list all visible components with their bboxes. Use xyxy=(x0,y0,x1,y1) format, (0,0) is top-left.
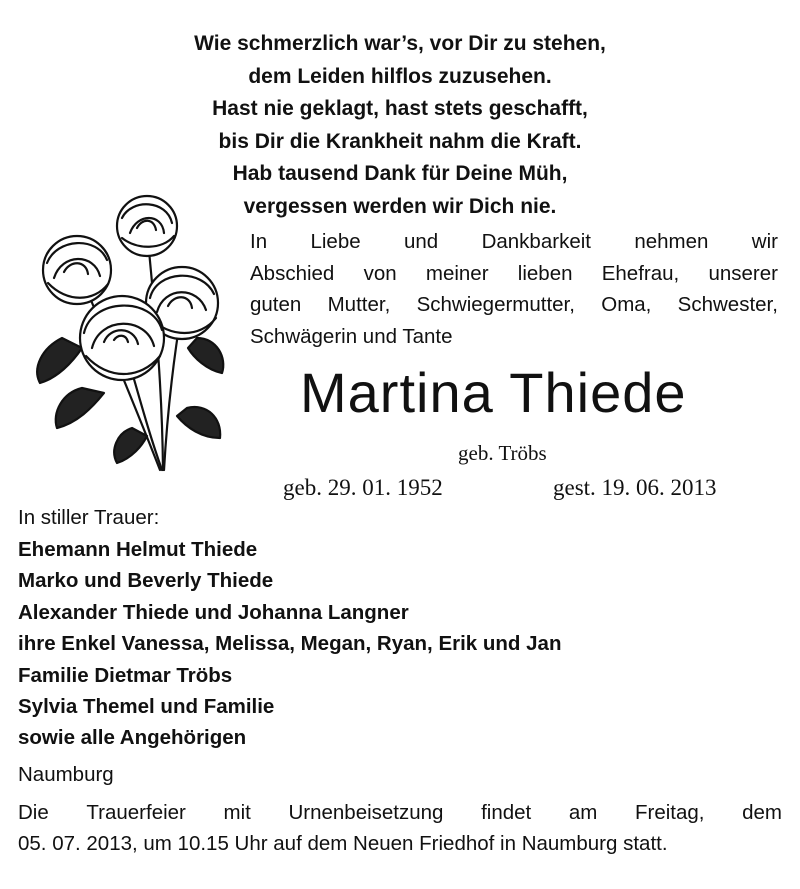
funeral-word: am xyxy=(568,801,598,824)
intro-word: Mutter, xyxy=(327,293,391,316)
intro-line: Schwägerin und Tante xyxy=(250,324,453,348)
poem-line: bis Dir die Krankheit nahm die Kraft. xyxy=(218,129,582,153)
intro-word: In xyxy=(250,230,268,253)
mourner: ihre Enkel Vanessa, Melissa, Megan, Ryan, Erik und Jan xyxy=(18,632,562,656)
intro-word: Dankbarkeit xyxy=(481,230,591,253)
mourning-label: In stiller Trauer: xyxy=(18,506,160,529)
intro-word: guten xyxy=(250,293,302,316)
intro-word: lieben xyxy=(517,261,573,285)
mourner: Alexander Thiede und Johanna Langner xyxy=(18,600,409,624)
funeral-word: dem xyxy=(742,801,782,824)
funeral-word: Freitag, xyxy=(634,801,705,824)
intro-text xyxy=(250,226,778,352)
intro-word: von xyxy=(363,261,397,285)
death-date: gest. 19. 06. 2013 xyxy=(553,475,717,500)
intro-line xyxy=(250,258,778,290)
funeral-line xyxy=(18,797,782,828)
mourner: Familie Dietmar Tröbs xyxy=(18,663,233,687)
mourner: Marko und Beverly Thiede xyxy=(18,569,274,593)
poem-line: Hab tausend Dank für Deine Müh, xyxy=(232,162,568,185)
poem-line: Hast nie geklagt, hast stets geschafft, xyxy=(212,97,588,120)
funeral-word: Die xyxy=(18,801,49,824)
funeral-word: findet xyxy=(481,801,532,824)
funeral-word: mit xyxy=(223,801,251,824)
intro-word: wir xyxy=(751,230,778,253)
mourner: Sylvia Themel und Familie xyxy=(18,695,275,719)
poem-line: dem Leiden hilflos zuzusehen. xyxy=(248,64,552,88)
intro-word: unserer xyxy=(708,261,778,285)
roses-bouquet-icon xyxy=(22,188,232,478)
mourner: Ehemann Helmut Thiede xyxy=(18,538,258,561)
intro-word: Abschied xyxy=(250,261,335,285)
funeral-word: Trauerfeier xyxy=(86,801,186,824)
funeral-word: Urnenbeisetzung xyxy=(288,801,444,824)
funeral-info xyxy=(18,797,782,859)
intro-word: nehmen xyxy=(634,230,709,253)
intro-line xyxy=(250,289,778,321)
place: Naumburg xyxy=(18,763,114,786)
funeral-line: 05. 07. 2013, um 10.15 Uhr auf dem Neuen Friedhof in Naumburg statt. xyxy=(18,832,668,855)
intro-line xyxy=(250,226,778,258)
birth-name: geb. Tröbs xyxy=(458,441,547,465)
intro-word: Ehefrau, xyxy=(601,261,680,285)
intro-word: meiner xyxy=(425,261,489,285)
birth-date: geb. 29. 01. 1952 xyxy=(283,475,443,500)
intro-word: Schwiegermutter, xyxy=(416,293,575,316)
mourners-list xyxy=(18,534,561,754)
mourner: sowie alle Angehörigen xyxy=(18,726,247,750)
deceased-name: Martina Thiede xyxy=(300,361,687,424)
intro-word: und xyxy=(404,230,439,253)
poem-line: vergessen werden wir Dich nie. xyxy=(243,194,557,218)
intro-word: Liebe xyxy=(310,230,361,253)
intro-word: Oma, xyxy=(601,293,652,316)
poem-line: Wie schmerzlich war’s, vor Dir zu stehen, xyxy=(194,32,606,55)
intro-word: Schwester, xyxy=(677,293,778,316)
